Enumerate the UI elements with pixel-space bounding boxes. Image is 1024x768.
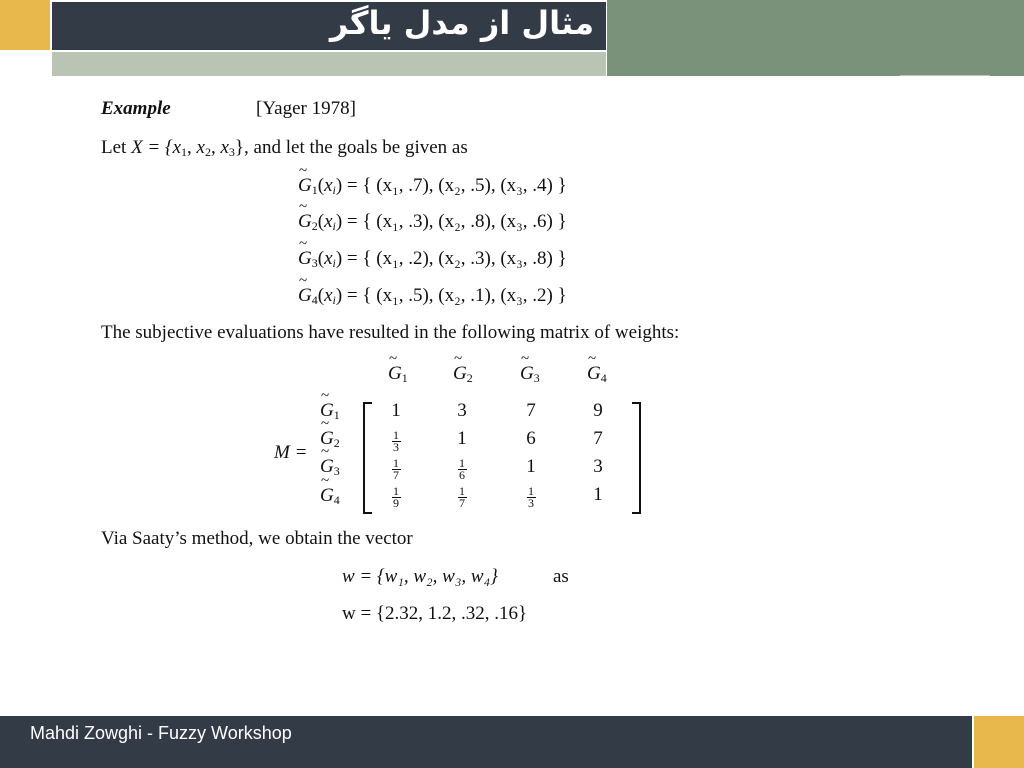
matrix-cell: 9 [593, 400, 603, 421]
goal-rhs: = { (x₁, .5), (x₂, .1), (x₃, .2) } [346, 285, 567, 306]
vector-as: as [553, 566, 569, 587]
matrix-cell: 7 [593, 428, 603, 449]
footer-accent [974, 716, 1024, 768]
matrix-label: M = [274, 442, 308, 463]
matrix-cell: 7 [526, 400, 536, 421]
matrix-cell: $\frac{1}{3}$ [528, 484, 534, 510]
header-sub-bar [52, 52, 606, 76]
intro-suffix: , and let the goals be given as [244, 137, 468, 158]
matrix-row-header: ~ $G_1$ [320, 400, 340, 423]
header-divider [900, 75, 990, 76]
matrix-cell: 1 [457, 428, 467, 449]
slide-title: مثال از مدل یاگر [329, 4, 594, 42]
footer-text: Mahdi Zowghi - Fuzzy Workshop [30, 723, 292, 743]
matrix-cell: 3 [457, 400, 467, 421]
matrix-row-header: ~ $G_2$ [320, 428, 340, 451]
weights-sentence: The subjective evaluations have resulted in the following matrix of weights: [101, 322, 680, 343]
saaty-sentence: Via Saaty’s method, we obtain the vector [101, 528, 413, 549]
citation: [Yager 1978] [256, 98, 356, 119]
matrix-cell: $\frac{1}{7}$ [393, 456, 399, 482]
matrix-cell: $\frac{1}{7}$ [459, 484, 465, 510]
matrix-cell: $\frac{1}{6}$ [459, 456, 465, 482]
matrix-col-header: ~ $G_3$ [520, 363, 540, 386]
vector-values: w = {2.32, 1.2, .32, .16} [342, 603, 528, 624]
matrix-row-header: ~ $G_4$ [320, 485, 340, 508]
intro-set: X = {x [131, 137, 182, 158]
intro-line: Let $X = \{x_1$, $x_2$, $x_3$}, and let the goals be given as [101, 137, 468, 159]
matrix-col-header: ~ $G_4$ [587, 363, 607, 386]
matrix-col-header: ~ $G_2$ [453, 363, 473, 386]
matrix-left-bracket [363, 402, 372, 514]
matrix-col-header: ~ $G_1$ [388, 363, 408, 386]
header-left-accent [0, 0, 50, 50]
matrix-cell: 6 [526, 428, 536, 449]
header-green-block [607, 0, 1024, 76]
matrix-cell: 1 [391, 400, 401, 421]
example-label: Example [101, 98, 171, 119]
matrix-cell: $\frac{1}{9}$ [393, 484, 399, 510]
goal-rhs: = { (x₁, .3), (x₂, .8), (x₃, .6) } [346, 211, 567, 232]
goal-rhs: = { (x₁, .2), (x₂, .3), (x₃, .8) } [346, 248, 567, 269]
matrix-row-header: ~ $G_3$ [320, 456, 340, 479]
goal-rhs: = { (x₁, .7), (x₂, .5), (x₃, .4) } [346, 175, 567, 196]
goal-line: ~ $G_4(x_i)$ = { (x₁, .5), (x₂, .1), (x₃, .2) } [298, 285, 567, 308]
matrix-right-bracket [632, 402, 641, 514]
matrix-cell: $\frac{1}{3}$ [393, 428, 399, 454]
matrix-cell: 3 [593, 456, 603, 477]
goal-line: ~ $G_1(x_i)$ = { (x₁, .7), (x₂, .5), (x₃, .4) } [298, 175, 567, 198]
matrix-cell: 1 [593, 484, 603, 505]
intro-prefix: Let [101, 137, 127, 158]
goal-line: ~ $G_3(x_i)$ = { (x₁, .2), (x₂, .3), (x₃, .8) } [298, 248, 567, 271]
matrix-cell: 1 [526, 456, 536, 477]
vector-definition: w = {w₁, w₂, w₃, w₄} [342, 566, 498, 587]
goal-line: ~ $G_2(x_i)$ = { (x₁, .3), (x₂, .8), (x₃, .6) } [298, 211, 567, 234]
